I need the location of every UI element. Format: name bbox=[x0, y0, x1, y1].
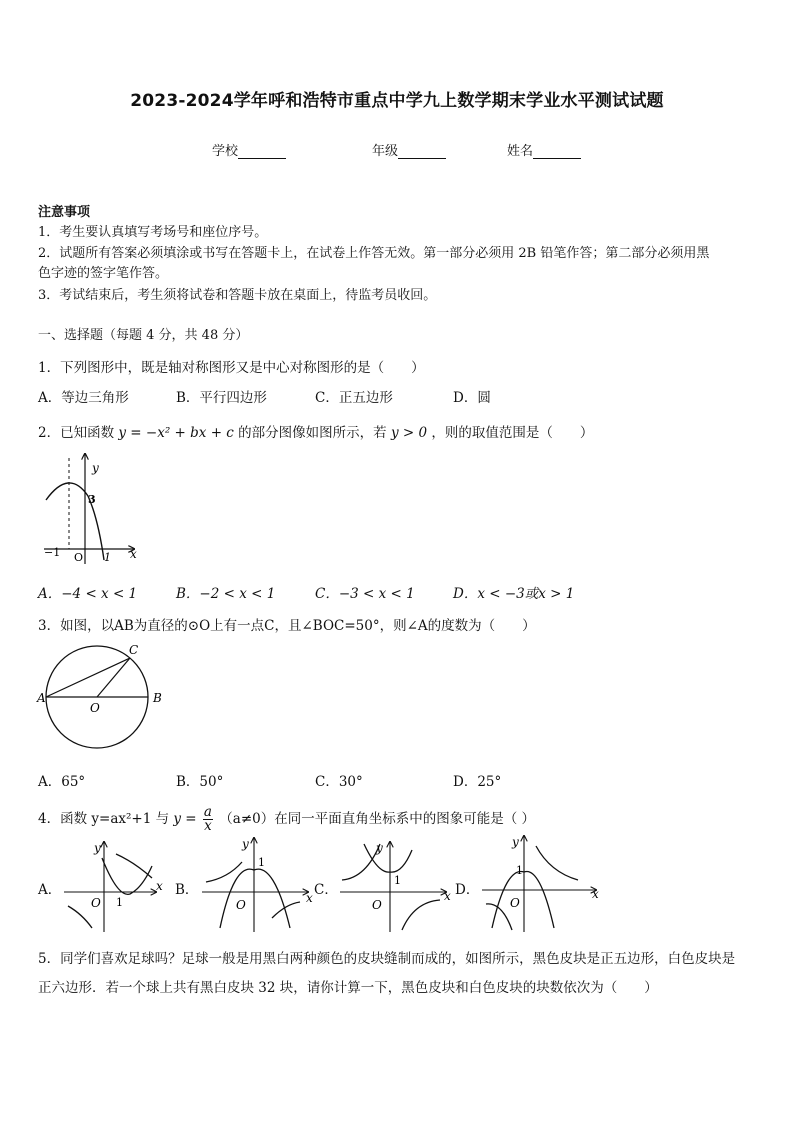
hyperbola-branch-2 bbox=[68, 906, 92, 928]
q4-option-a-label[interactable]: A． bbox=[38, 882, 62, 898]
grade-label: 年级 bbox=[372, 144, 399, 159]
notes-item-1: 1．考生要认真填写考场号和座位序号。 bbox=[38, 225, 268, 240]
y-label: y bbox=[242, 837, 249, 851]
question-5-line-1: 5．同学们喜欢足球吗？足球一般是用黑白两种颜色的皮块缝制而成的，如图所示，黑色皮块是正五边形，白色皮块是 bbox=[38, 951, 736, 967]
grade-blank[interactable] bbox=[398, 144, 446, 159]
x-label: x bbox=[306, 891, 313, 905]
parabola-curve bbox=[364, 844, 412, 872]
q2-parabola-graph bbox=[36, 448, 146, 570]
q2-option-d[interactable]: D．x < −3或x > 1 bbox=[453, 586, 575, 602]
point-b-label: B bbox=[153, 691, 162, 705]
q4-frac-lhs: y = bbox=[173, 811, 197, 827]
root-1-label: 1 bbox=[104, 551, 111, 564]
x-label: x bbox=[592, 887, 599, 901]
hyperbola-branch-1 bbox=[116, 854, 152, 878]
q2-post: ，则的取值范围是（ ） bbox=[431, 425, 594, 441]
q4-numerator: a bbox=[203, 804, 212, 820]
q4-graph-b[interactable] bbox=[198, 832, 318, 936]
page-title: 2023-2024学年呼和浩特市重点中学九上数学期末学业水平测试试题 bbox=[130, 91, 664, 111]
school-field bbox=[212, 140, 286, 159]
q3-circle-figure bbox=[34, 642, 170, 754]
tick-1-label: 1 bbox=[516, 864, 523, 877]
notes-item-2: 2．试题所有答案必须填涂或书写在答题卡上，在试卷上作答无效。第一部分必须用 2B 铅笔作答；第二部分必须用黑 bbox=[38, 246, 710, 261]
q1-option-d[interactable]: D．圆 bbox=[453, 390, 491, 406]
x-label: x bbox=[156, 879, 163, 893]
q4-post: （a≠0）在同一平面直角坐标系中的图象可能是（ ） bbox=[219, 811, 536, 827]
q2-option-a[interactable]: A．−4 < x < 1 bbox=[38, 586, 138, 602]
y-label: y bbox=[94, 841, 101, 855]
point-o-label: O bbox=[90, 701, 100, 715]
tick-1-label: 1 bbox=[394, 874, 401, 887]
q4-option-d-label[interactable]: D． bbox=[455, 882, 480, 898]
q3-option-b[interactable]: B．50° bbox=[176, 774, 224, 790]
x-label: x bbox=[130, 547, 137, 561]
q3-option-d[interactable]: D．25° bbox=[453, 774, 502, 790]
name-blank[interactable] bbox=[533, 144, 581, 159]
section-heading: 一、选择题（每题 4 分，共 48 分） bbox=[38, 328, 249, 343]
y-label: y bbox=[376, 841, 383, 855]
tick-1-label: 1 bbox=[116, 896, 123, 909]
question-3: 3．如图，以AB为直径的⊙O上有一点C，且∠BOC=50°，则∠A的度数为（ ） bbox=[38, 618, 536, 634]
q4-pre: 4．函数 y=ax²+1 与 bbox=[38, 811, 170, 827]
q4-fraction bbox=[203, 806, 213, 833]
q4-option-c-label[interactable]: C． bbox=[314, 882, 338, 898]
q2-option-b[interactable]: B．−2 < x < 1 bbox=[176, 586, 276, 602]
origin-label: O bbox=[236, 898, 246, 912]
parabola-curve bbox=[220, 869, 290, 928]
hyperbola-branch-2 bbox=[486, 904, 512, 930]
x-label: x bbox=[444, 889, 451, 903]
school-label: 学校 bbox=[212, 144, 239, 159]
q2-option-c[interactable]: C．−3 < x < 1 bbox=[315, 586, 415, 602]
hyperbola-branch-2 bbox=[272, 902, 300, 918]
q1-option-b[interactable]: B．平行四边形 bbox=[176, 390, 267, 406]
name-label: 姓名 bbox=[507, 144, 534, 159]
parabola-curve bbox=[102, 858, 152, 894]
neg1-label: −1 bbox=[44, 546, 61, 559]
q3-option-a[interactable]: A．65° bbox=[38, 774, 86, 790]
hyperbola-branch-2 bbox=[402, 900, 440, 930]
notes-heading: 注意事项 bbox=[38, 205, 91, 220]
parabola-curve bbox=[492, 871, 554, 928]
q4-option-b-label[interactable]: B． bbox=[175, 882, 199, 898]
origin-label: O bbox=[372, 898, 382, 912]
q1-option-a[interactable]: A．等边三角形 bbox=[38, 390, 129, 406]
q4-graph-d[interactable] bbox=[478, 832, 602, 936]
origin-label: O bbox=[74, 551, 84, 564]
question-5-line-2: 正六边形．若一个球上共有黑白皮块 32 块，请你计算一下，黑色皮块和白色皮块的块数依次为（ ） bbox=[38, 980, 658, 996]
origin-label: O bbox=[510, 896, 520, 910]
q2-formula: y = −x² + bx + c bbox=[118, 425, 234, 441]
hyperbola-branch-1 bbox=[536, 846, 578, 880]
q4-denominator: x bbox=[204, 818, 212, 834]
point-a-label: A bbox=[37, 691, 46, 705]
name-field bbox=[507, 140, 581, 159]
tick-1-label: 1 bbox=[258, 856, 265, 869]
notes-item-2-cont: 色字迹的签字笔作答。 bbox=[38, 266, 169, 281]
grade-field bbox=[372, 140, 446, 159]
notes-item-3: 3．考试结束后，考生须将试卷和答题卡放在桌面上，待监考员收回。 bbox=[38, 288, 437, 303]
origin-label: O bbox=[91, 896, 101, 910]
q3-option-c[interactable]: C．30° bbox=[315, 774, 363, 790]
q1-option-c[interactable]: C．正五边形 bbox=[315, 390, 393, 406]
q2-pre: 2．已知函数 bbox=[38, 425, 115, 441]
point-c-label: C bbox=[129, 643, 139, 657]
y-label: y bbox=[512, 835, 519, 849]
intercept-3: 3 bbox=[88, 493, 96, 506]
question-2 bbox=[38, 421, 593, 441]
y-label: y bbox=[92, 461, 99, 475]
school-blank[interactable] bbox=[238, 144, 286, 159]
q2-mid: 的部分图像如图所示，若 bbox=[238, 425, 387, 441]
question-1: 1．下列图形中，既是轴对称图形又是中心对称图形的是（ ） bbox=[38, 360, 425, 376]
question-4 bbox=[38, 806, 535, 833]
q4-graph-a[interactable] bbox=[60, 836, 166, 936]
q4-graph-c[interactable] bbox=[336, 836, 456, 936]
q2-condition: y > 0 bbox=[390, 425, 428, 441]
radius-oc bbox=[97, 658, 130, 697]
